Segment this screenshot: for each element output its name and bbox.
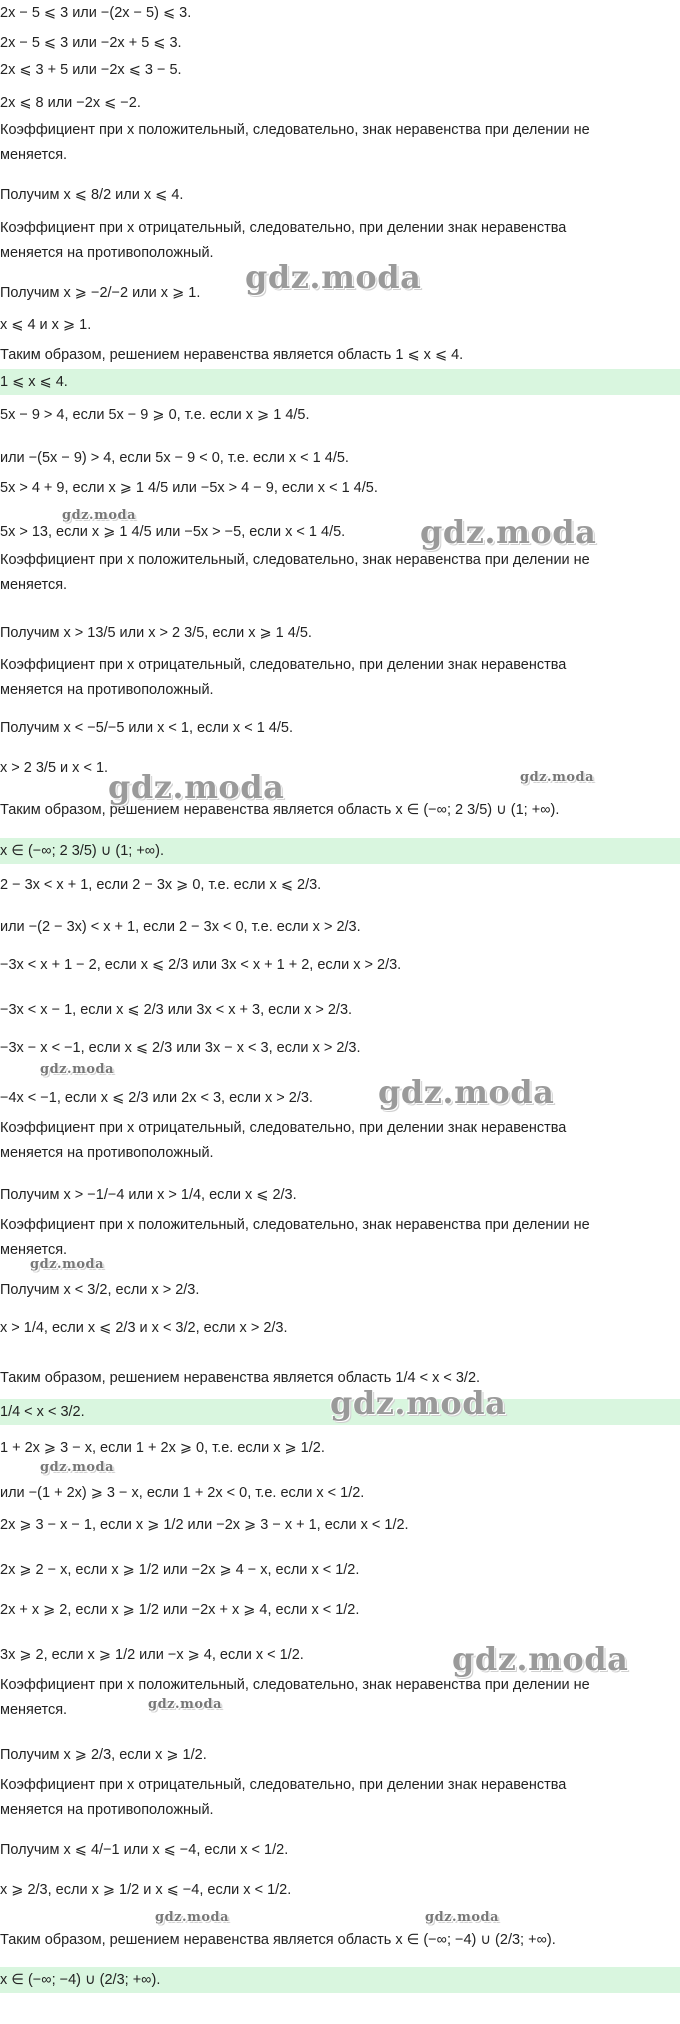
solution-line: 2x ⩾ 2 − x, если x ⩾ 1/2 или −2x ⩾ 4 − x, если x < 1/2. [0, 1562, 360, 1578]
solution-line: 1 + 2x ⩾ 3 − x, если 1 + 2x ⩾ 0, т.е. если x ⩾ 1/2. [0, 1440, 325, 1456]
answer-line: x ∈ (−∞; 2 3/5) ∪ (1; +∞). [0, 843, 164, 859]
solution-line: меняется. [0, 577, 68, 593]
solution-line: Таким образом, решением неравенства является область x ∈ (−∞; −4) ∪ (2/3; +∞). [0, 1932, 556, 1948]
solution-line: Таким образом, решением неравенства является область x ∈ (−∞; 2 3/5) ∪ (1; +∞). [0, 802, 560, 818]
solution-line: 2x ⩾ 3 − x − 1, если x ⩾ 1/2 или −2x ⩾ 3 − x + 1, если x < 1/2. [0, 1517, 409, 1533]
answer-line: 1/4 < x < 3/2. [0, 1404, 85, 1420]
solution-line: x > 2 3/5 и x < 1. [0, 760, 109, 776]
solution-line: 2x − 5 ⩽ 3 или −2x + 5 ⩽ 3. [0, 35, 182, 51]
solution-line: −3x − x < −1, если x ⩽ 2/3 или 3x − x < 3, если x > 2/3. [0, 1040, 361, 1056]
watermark-logo: gdz.moda [520, 770, 595, 785]
solution-line: Коэффициент при x отрицательный, следовательно, при делении знак неравенства [0, 1777, 567, 1793]
solution-line: Коэффициент при x отрицательный, следовательно, при делении знак неравенства [0, 220, 567, 236]
solution-line: 5x − 9 > 4, если 5x − 9 ⩾ 0, т.е. если x ⩾ 1 4/5. [0, 407, 310, 423]
solution-line: или −(1 + 2x) ⩾ 3 − x, если 1 + 2x < 0, т.е. если x < 1/2. [0, 1485, 365, 1501]
solution-line: 2x ⩽ 3 + 5 или −2x ⩽ 3 − 5. [0, 62, 182, 78]
answer-line: 1 ⩽ x ⩽ 4. [0, 374, 68, 390]
solution-line: меняется на противоположный. [0, 1145, 214, 1161]
solution-line: меняется. [0, 1242, 68, 1258]
solution-line: 3x ⩾ 2, если x ⩾ 1/2 или −x ⩾ 4, если x < 1/2. [0, 1647, 304, 1663]
solution-line: Получим x < −5/−5 или x < 1, если x < 1 4/5. [0, 720, 293, 736]
solution-line: −4x < −1, если x ⩽ 2/3 или 2x < 3, если x > 2/3. [0, 1090, 313, 1106]
watermark-logo: gdz.moda [108, 768, 285, 806]
solution-line: Коэффициент при x положительный, следовательно, знак неравенства при делении не [0, 1677, 590, 1693]
solution-line: 2x − 5 ⩽ 3 или −(2x − 5) ⩽ 3. [0, 5, 192, 21]
solution-line: Таким образом, решением неравенства является область 1/4 < x < 3/2. [0, 1370, 481, 1386]
solution-line: Коэффициент при x положительный, следовательно, знак неравенства при делении не [0, 1217, 590, 1233]
solution-line: или −(5x − 9) > 4, если 5x − 9 < 0, т.е. если x < 1 4/5. [0, 450, 349, 466]
solution-line: меняется на противоположный. [0, 1802, 214, 1818]
solution-line: x ⩽ 4 и x ⩾ 1. [0, 317, 92, 333]
watermark-logo: gdz.moda [155, 1910, 230, 1925]
watermark-logo: gdz.moda [330, 1384, 507, 1422]
solution-line: Коэффициент при x отрицательный, следовательно, при делении знак неравенства [0, 657, 567, 673]
solution-line: меняется. [0, 1702, 68, 1718]
solution-line: Получим x ⩾ −2/−2 или x ⩾ 1. [0, 285, 201, 301]
watermark-logo: gdz.moda [420, 513, 597, 551]
solution-line: Получим x > −1/−4 или x > 1/4, если x ⩽ 2/3. [0, 1187, 297, 1203]
watermark-logo: gdz.moda [40, 1460, 115, 1475]
watermark-logo: gdz.moda [62, 508, 137, 523]
solution-line: Получим x ⩾ 2/3, если x ⩾ 1/2. [0, 1747, 207, 1763]
watermark-logo: gdz.moda [148, 1697, 223, 1712]
watermark-logo: gdz.moda [425, 1910, 500, 1925]
solution-line: −3x < x − 1, если x ⩽ 2/3 или 3x < x + 3, если x > 2/3. [0, 1002, 353, 1018]
solution-line: x > 1/4, если x ⩽ 2/3 и x < 3/2, если x > 2/3. [0, 1320, 288, 1336]
solution-line: 2x + x ⩾ 2, если x ⩾ 1/2 или −2x + x ⩾ 4, если x < 1/2. [0, 1602, 360, 1618]
solution-line: x ⩾ 2/3, если x ⩾ 1/2 и x ⩽ −4, если x < 1/2. [0, 1882, 292, 1898]
solution-line: −3x < x + 1 − 2, если x ⩽ 2/3 или 3x < x + 1 + 2, если x > 2/3. [0, 957, 402, 973]
solution-line: Получим x > 13/5 или x > 2 3/5, если x ⩾ 1 4/5. [0, 625, 312, 641]
solution-line: меняется на противоположный. [0, 682, 214, 698]
solution-line: 2 − 3x < x + 1, если 2 − 3x ⩾ 0, т.е. если x ⩽ 2/3. [0, 877, 322, 893]
watermark-logo: gdz.moda [378, 1073, 555, 1111]
solution-line: Получим x ⩽ 4/−1 или x ⩽ −4, если x < 1/2. [0, 1842, 289, 1858]
watermark-logo: gdz.moda [30, 1257, 105, 1272]
solution-line: меняется на противоположный. [0, 245, 214, 261]
watermark-logo: gdz.moda [40, 1062, 115, 1077]
solution-line: меняется. [0, 147, 68, 163]
solution-line: 5x > 4 + 9, если x ⩾ 1 4/5 или −5x > 4 − 9, если x < 1 4/5. [0, 480, 378, 496]
solution-line: Получим x < 3/2, если x > 2/3. [0, 1282, 200, 1298]
solution-line: или −(2 − 3x) < x + 1, если 2 − 3x < 0, т.е. если x > 2/3. [0, 919, 361, 935]
watermark-logo: gdz.moda [452, 1640, 629, 1678]
solution-line: Коэффициент при x положительный, следовательно, знак неравенства при делении не [0, 552, 590, 568]
solution-line: Таким образом, решением неравенства является область 1 ⩽ x ⩽ 4. [0, 347, 464, 363]
solution-line: Коэффициент при x положительный, следовательно, знак неравенства при делении не [0, 122, 590, 138]
answer-line: x ∈ (−∞; −4) ∪ (2/3; +∞). [0, 1972, 161, 1988]
solution-line: Получим x ⩽ 8/2 или x ⩽ 4. [0, 187, 184, 203]
solution-line: 2x ⩽ 8 или −2x ⩽ −2. [0, 95, 141, 111]
watermark-logo: gdz.moda [245, 258, 422, 296]
solution-line: 5x > 13, если x ⩾ 1 4/5 или −5x > −5, если x < 1 4/5. [0, 524, 346, 540]
solution-line: Коэффициент при x отрицательный, следовательно, при делении знак неравенства [0, 1120, 567, 1136]
